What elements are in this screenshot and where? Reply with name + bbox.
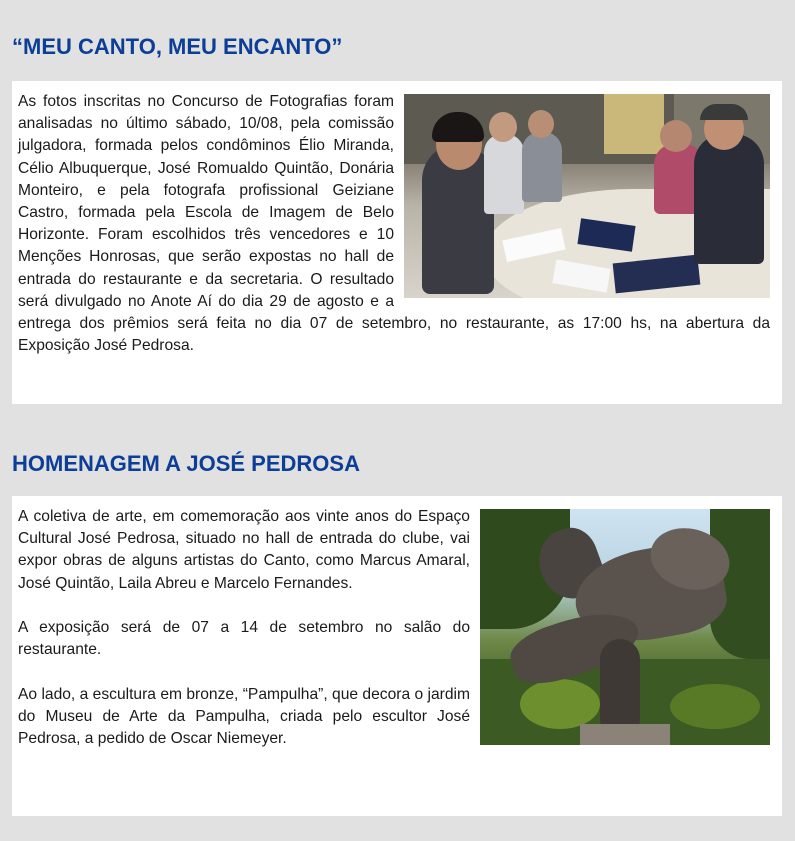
section-title-meu-canto: “MEU CANTO, MEU ENCANTO” xyxy=(12,34,343,59)
article-paragraph-2: A exposição será de 07 a 14 de setembro no salão do restaurante. xyxy=(18,619,470,659)
photo-jury-meeting xyxy=(404,94,770,298)
section-title-homenagem: HOMENAGEM A JOSÉ PEDROSA xyxy=(12,451,360,476)
article-box-meu-canto xyxy=(12,81,782,404)
article-box-homenagem xyxy=(12,496,782,816)
article-paragraph: As fotos inscritas no Concurso de Fotografias foram analisadas no último sábado, 10/08, pela comissão julgadora, formada pelos condôminos Élio Miranda, Célio Albuquerque, José Romualdo Quintão, Donária Monteiro, e pela fotografa profissional Geiziane Castro, formada pela Escola de Imagem de Belo Horizonte. Foram escolhidos três vencedores e 10 Menções Honrosas, que serão expostas no hall de entrada do restaurante e da secretaria. O resultado será divulgado no Anote Aí do dia 29 de agosto e a entrega dos prêmios será feita no dia 07 de setembro, no restaurante, as 17:00 hs, na abertura da Exposição José Pedrosa. xyxy=(18,93,770,355)
photo-pampulha-sculpture xyxy=(480,509,770,745)
article-paragraph-3: Ao lado, a escultura em bronze, “Pampulha”, que decora o jardim do Museu de Arte da Pampulha, criada pelo escultor José Pedrosa, a pedido de Oscar Niemeyer. xyxy=(18,685,470,747)
article-paragraph-1: A coletiva de arte, em comemoração aos vinte anos do Espaço Cultural José Pedrosa, situado no hall de entrada do clube, vai expor obras de alguns artistas do Canto, como Marcus Amaral, José Quintão, Laila Abreu e Marcelo Fernandes. xyxy=(18,508,470,592)
